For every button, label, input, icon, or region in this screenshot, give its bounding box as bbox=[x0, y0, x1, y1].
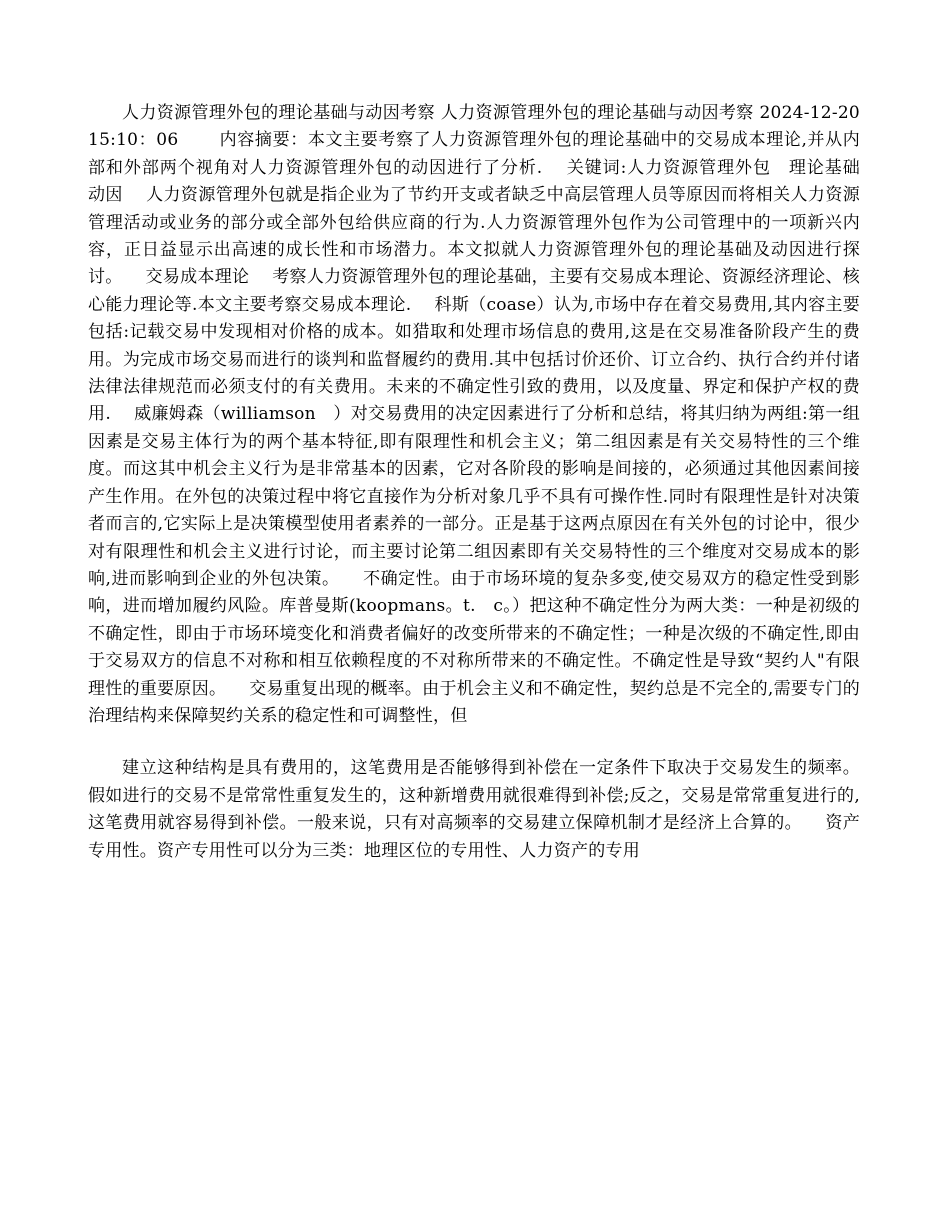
body-paragraph-1: 人力资源管理外包的理论基础与动因考察 人力资源管理外包的理论基础与动因考察 2024-12-20 15:10：06 内容摘要：本文主要考察了人力资源管理外包的理论基础中的交易成本理论,并从内部和外部两个视角对人力资源管理外包的动因进行了分析. 关键词:人力资源管理外包 理论基础 动因 人力资源管理外包就是指企业为了节约开支或者缺乏中高层管理人员等原因而将相关人力资源管理活动或业务的部分或全部外包给供应商的行为.人力资源管理外包作为公司管理中的一项新兴内容，正日益显示出高速的成长性和市场潜力。本文拟就人力资源管理外包的理论基础及动因进行探讨。 交易成本理论 考察人力资源管理外包的理论基础，主要有交易成本理论、资源经济理论、核心能力理论等.本文主要考察交易成本理论. 科斯（coase）认为,市场中存在着交易费用,其内容主要包括:记载交易中发现相对价格的成本。如猎取和处理市场信息的费用,这是在交易准备阶段产生的费用。为完成市场交易而进行的谈判和监督履约的费用.其中包括讨价还价、订立合约、执行合约并付诸法律法律规范而必须支付的有关费用。未来的不确定性引致的费用，以及度量、界定和保护产权的费用. 威廉姆森（williamson ）对交易费用的决定因素进行了分析和总结，将其归纳为两组:第一组因素是交易主体行为的两个基本特征,即有限理性和机会主义；第二组因素是有关交易特性的三个维度。而这其中机会主义行为是非常基本的因素，它对各阶段的影响是间接的，必须通过其他因素间接产生作用。在外包的决策过程中将它直接作为分析对象几乎不具有可操作性.同时有限理性是针对决策者而言的,它实际上是决策模型使用者素养的一部分。正是基于这两点原因在有关外包的讨论中，很少对有限理性和机会主义进行讨论，而主要讨论第二组因素即有关交易特性的三个维度对交易成本的影响,进而影响到企业的外包决策。 不确定性。由于市场环境的复杂多变,使交易双方的稳定性受到影响，进而增加履约风险。库普曼斯(koopmans。t. c。）把这种不确定性分为两大类：一种是初级的不确定性，即由于市场环境变化和消费者偏好的改变所带来的不确定性；一种是次级的不确定性,即由于交易双方的信息不对称和相互依赖程度的不对称所带来的不确定性。不确定性是导致“契约人"有限理性的重要原因。 交易重复出现的概率。由于机会主义和不确定性，契约总是不完全的,需要专门的治理结构来保障契约关系的稳定性和可调整性，但 bbox=[88, 103, 878, 726]
body-paragraph-2: 建立这种结构是具有费用的，这笔费用是否能够得到补偿在一定条件下取决于交易发生的频率。假如进行的交易不是常常性重复发生的，这种新增费用就很难得到补偿;反之，交易是常常重复进行的,这笔费用就容易得到补偿。一般来说，只有对高频率的交易建立保障机制才是经济上合算的。 资产专用性。资产专用性可以分为三类：地理区位的专用性、人力资产的专用 bbox=[88, 758, 860, 861]
document-page bbox=[88, 100, 878, 865]
